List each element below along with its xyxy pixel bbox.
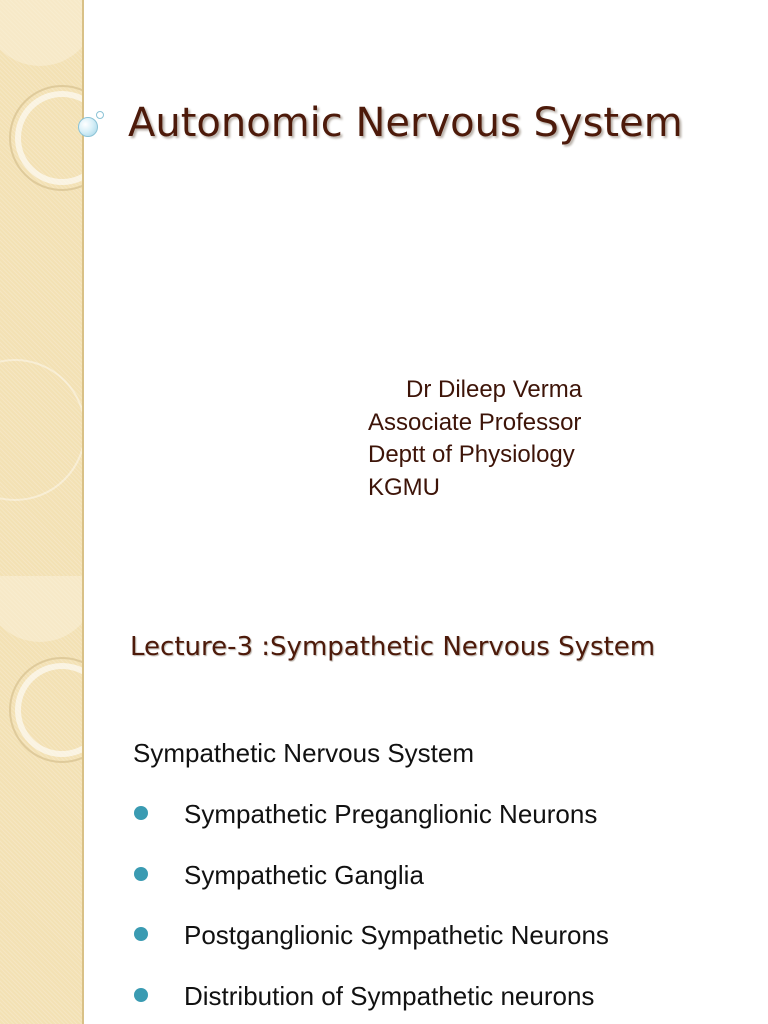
decorative-side-band <box>0 0 84 576</box>
list-item-text: Distribution of Sympathetic neurons <box>184 980 595 1011</box>
bullet-dot-icon <box>134 867 148 881</box>
presenter-department: Deptt of Physiology <box>368 441 575 468</box>
content-heading: Sympathetic Nervous System <box>133 738 475 768</box>
bubble-ornament-icon <box>78 117 98 137</box>
decorative-arc-pattern <box>0 576 84 1024</box>
list-item-text: Sympathetic Ganglia <box>184 859 424 890</box>
list-item-text: Postganglionic Sympathetic Neurons <box>184 920 609 950</box>
presenter-info <box>368 374 582 504</box>
list-item <box>133 794 609 855</box>
content-slide <box>0 576 768 1024</box>
list-item <box>133 976 609 1024</box>
topic-list <box>133 794 609 1024</box>
bullet-dot-icon <box>134 988 148 1002</box>
lecture-title: Lecture-3 :Sympathetic Nervous System <box>130 632 656 662</box>
decorative-arc-pattern <box>0 0 84 576</box>
list-item <box>133 855 609 916</box>
presenter-name: Dr Dileep Verma <box>406 376 583 403</box>
small-bubble-ornament-icon <box>96 111 104 119</box>
slide-title: Autonomic Nervous System <box>128 100 683 146</box>
list-item <box>133 915 609 976</box>
decorative-side-band <box>0 576 84 1024</box>
bullet-dot-icon <box>134 806 148 820</box>
list-item-text: Sympathetic Preganglionic Neurons <box>184 799 598 829</box>
presenter-institution: KGMU <box>368 473 440 501</box>
presenter-designation: Associate Professor <box>368 408 582 436</box>
bullet-dot-icon <box>134 927 148 941</box>
